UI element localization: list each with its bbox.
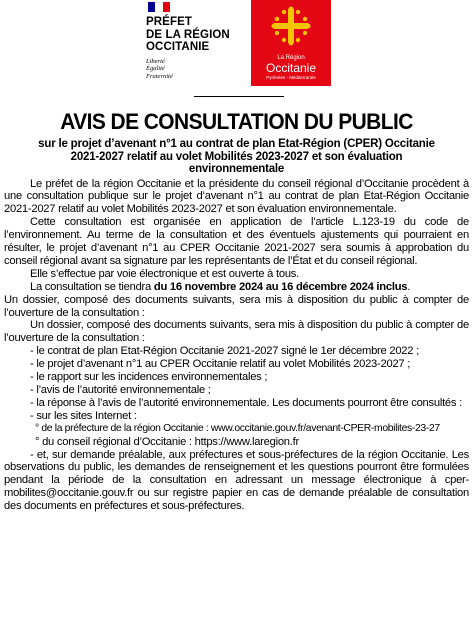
region-logo-small: La Région bbox=[277, 55, 305, 61]
prefet-line: DE LA RÉGION bbox=[146, 28, 230, 41]
notice-title: AVIS DE CONSULTATION DU PUBLIC bbox=[60, 109, 413, 134]
prefet-line: OCCITANIE bbox=[146, 41, 210, 53]
paragraph: Le préfet de la région Occitanie et la présidente du conseil régional d’Occitanie procèdent à une consultation publique sur le projet d’avenant n°1 au contrat de plan Etat-Région Occitanie 2021-2027 relatif au volet Mobilités 2023-2027 et son évaluation environnementale. bbox=[4, 177, 469, 216]
paragraph: Un dossier, composé des documents suivants, sera mis à disposition du public à compter de l’ouverture de la consultation : bbox=[4, 293, 469, 319]
occitan-cross-icon bbox=[271, 6, 311, 46]
document-item: - l’avis de l’autorité environnementale ; bbox=[30, 384, 211, 396]
motto-line: Liberté bbox=[146, 57, 165, 65]
motto-line: Égalité bbox=[146, 65, 165, 72]
dates-range: du 16 novembre 2024 au 16 décembre 2024 inclus bbox=[153, 280, 408, 293]
flag-blue bbox=[148, 2, 155, 12]
dates-end: . bbox=[407, 280, 411, 293]
paragraph: Cette consultation est organisée en application de l’article L.123-19 du code de l’environnement. Au terme de la consultation et des éventuels ajustements qui pourraient en résulter, le projet d’avenant n°1 au CPER Occitanie 2021-2027 sera soumis à approbation du conseil régional avant sa signature par les représentants de l’État et du conseil régional. bbox=[4, 216, 469, 267]
republic-flag-icon bbox=[148, 2, 170, 12]
paragraph: Elle s’effectue par voie électronique et est ouverte à tous. bbox=[30, 267, 300, 280]
closing-paragraph: - et, sur demande préalable, aux préfectures et sous-préfectures de la région Occitanie. Les observations du public, les demandes de renseignement et les questions pourront être formulées pendant la période de la consultation en adressant un message électronique à cper-mobilites@occitanie.gouv.fr ou sur registre papier en cas de demande préalable de consultation des documents en préfectures et sous-préfectures. bbox=[4, 448, 469, 513]
consultation-dates bbox=[4, 281, 469, 294]
site-link-prefecture[interactable]: ° de la préfecture de la région Occitanie : www.occitanie.gouv.fr/avenant-CPER-mobilites-23-27 bbox=[35, 422, 440, 434]
document-item: - le rapport sur les incidences environnementales ; bbox=[30, 371, 268, 384]
prefet-title bbox=[146, 16, 246, 54]
site-link-region[interactable]: ° du conseil régional d’Occitanie : https://www.laregion.fr bbox=[35, 435, 299, 448]
notice-body bbox=[4, 178, 469, 514]
sites-intro: - sur les sites Internet : bbox=[30, 409, 137, 422]
notice-subtitle: sur le projet d’avenant n°1 au contrat de plan Etat-Région (CPER) Occitanie 2021-2027 relatif au volet Mobilités 2023-2027 et son évaluation environnementale bbox=[38, 138, 435, 175]
dates-intro: La consultation se tiendra bbox=[30, 280, 154, 293]
flag-white bbox=[155, 2, 162, 12]
document-item: - le projet d’avenant n°1 au CPER Occitanie relatif au volet Mobilités 2023-2027 ; bbox=[30, 358, 411, 371]
republic-motto bbox=[146, 58, 246, 81]
region-logo-sub: Pyrénées - Méditerranée bbox=[266, 75, 316, 80]
header-logos bbox=[4, 0, 469, 96]
prefet-logo bbox=[146, 2, 246, 80]
region-logo-name: Occitanie bbox=[265, 61, 317, 75]
flag-red bbox=[163, 2, 170, 12]
motto-line: Fraternité bbox=[146, 72, 173, 80]
prefet-line: PRÉFET bbox=[146, 16, 192, 28]
region-occitanie-logo bbox=[251, 0, 331, 86]
document-item: - le contrat de plan Etat-Région Occitanie 2021-2027 signé le 1er décembre 2022 ; bbox=[30, 345, 419, 358]
paragraph: Un dossier, composé des documents suivants, sera mis à disposition du public à compter de l’ouverture de la consultation : bbox=[4, 319, 469, 345]
document-item: - la réponse à l’avis de l’autorité environnementale. Les documents pourront être consultés : bbox=[30, 396, 462, 409]
